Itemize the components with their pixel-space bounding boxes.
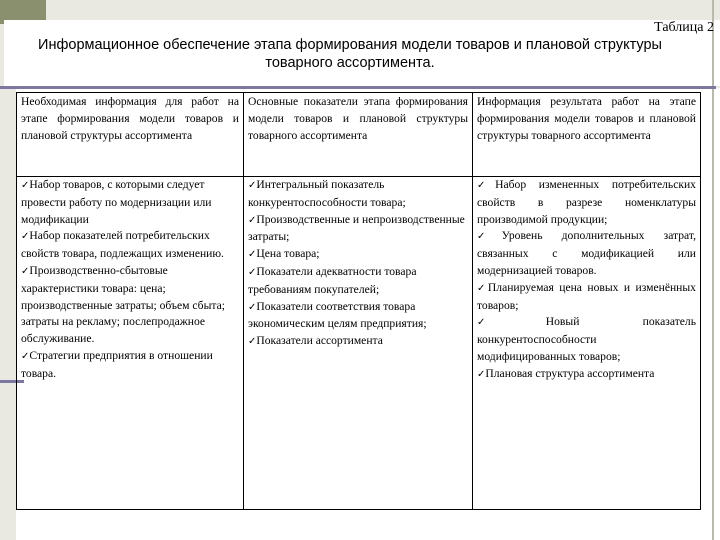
checkmark-icon: ✓ — [248, 180, 257, 191]
accent-line-top — [0, 86, 716, 89]
header-cell-main-indicators: Основные показатели этапа формирования модели товаров и плановой структуры товарного ассортимента — [244, 93, 473, 177]
list-item: ✓Плановая структура ассортимента — [477, 366, 655, 380]
checkmark-icon: ✓ — [477, 368, 486, 380]
slide-right-line — [712, 0, 714, 540]
body-cell-main-indicators — [244, 177, 473, 510]
list-item: ✓Набор товаров, с которыми следует провести работу по модернизации или модификации — [21, 178, 212, 226]
header-cell-result-info: Информация результата работ на этапе формирования модели товаров и плановой структуры товарного ассортимента — [473, 93, 701, 177]
table-body-row — [17, 177, 701, 510]
list-item: ✓Стратегии предприятия в отношении товара. — [21, 348, 213, 380]
list-item: ✓Набор показателей потребительских свойств товара, подлежащих изменению. — [21, 229, 224, 261]
list-item: ✓Уровень дополнительных затрат, связанных с модификацией или модернизацией товаров. — [477, 229, 696, 277]
list-item: ✓Новый показатель конкурентоспособности модифицированных товаров; — [477, 315, 696, 363]
header-cell-required-info: Необходимая информация для работ на этапе формирования модели товаров и плановой структуры ассортимента — [17, 93, 244, 177]
checkmark-icon: ✓ — [248, 266, 257, 278]
list-item: ✓Показатели ассортимента — [248, 334, 383, 348]
checkmark-icon: ✓ — [21, 180, 30, 191]
list-item: ✓Набор измененных потребительских свойств в разрезе номенклатуры производимой продукции; — [477, 178, 696, 226]
checkmark-icon: ✓ — [477, 317, 546, 329]
checkmark-icon: ✓ — [21, 265, 30, 277]
list-item: ✓Показатели адекватности товара требованиям покупателей; — [248, 264, 417, 296]
checkmark-icon: ✓ — [21, 231, 30, 243]
list-item: ✓Производственно-сбытовые характеристики товара: цена; производственные затраты; объем сбыта; затраты на рекламу; послепродажное обслуживание. — [21, 263, 225, 346]
checkmark-icon: ✓ — [248, 336, 257, 348]
table-header-row — [17, 93, 701, 177]
checkmark-icon: ✓ — [477, 231, 502, 243]
body-cell-result-info — [473, 177, 701, 510]
list-item: ✓Показатели соответствия товара экономическим целям предприятия; — [248, 299, 427, 331]
info-table — [16, 92, 701, 510]
checkmark-icon: ✓ — [21, 350, 30, 362]
table-number: Таблица 2 — [654, 20, 714, 35]
body-cell-required-info — [17, 177, 244, 510]
page-title: Информационное обеспечение этапа формирования модели товаров и плановой структуры товарного ассортимента. — [38, 37, 662, 71]
list-item: ✓Производственные и непроизводственные затраты; — [248, 212, 465, 244]
checkmark-icon: ✓ — [248, 301, 257, 313]
checkmark-icon: ✓ — [477, 180, 496, 191]
list-item: ✓Планируемая цена новых и изменённых товаров; — [477, 280, 696, 312]
list-item: ✓Интегральный показатель конкурентоспособности товара; — [248, 178, 406, 209]
checkmark-icon: ✓ — [248, 249, 257, 261]
list-item: ✓Цена товара; — [248, 247, 320, 261]
checkmark-icon: ✓ — [477, 282, 488, 294]
checkmark-icon: ✓ — [248, 214, 257, 226]
